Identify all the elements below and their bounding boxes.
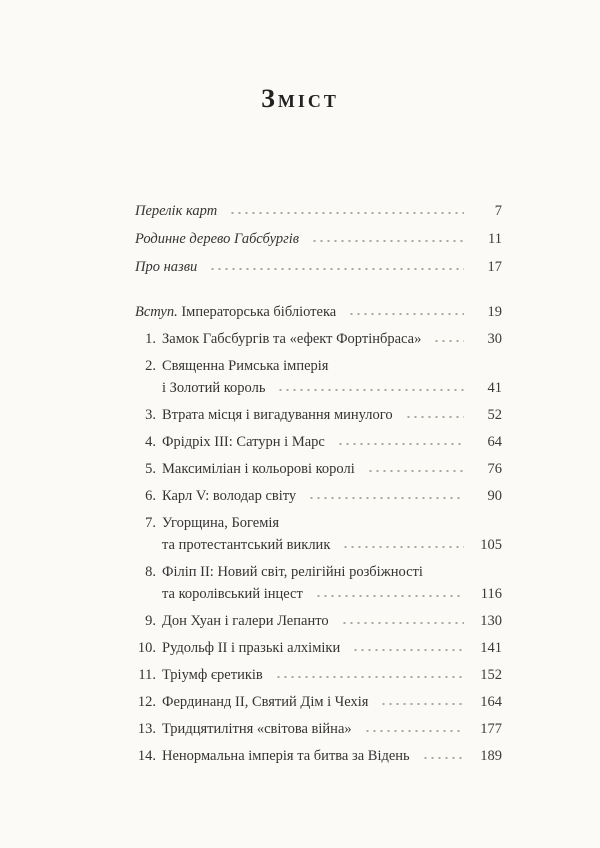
- page-number: 7: [494, 203, 502, 219]
- entry-body: [162, 512, 502, 556]
- entry-body: [162, 328, 502, 350]
- entry-body: [162, 431, 502, 453]
- entry-line: [162, 745, 502, 767]
- entry-line: [162, 377, 502, 399]
- entry-line: [162, 485, 502, 507]
- entry-line: [162, 458, 502, 480]
- toc-entry: [135, 485, 502, 507]
- entry-text: Тріумф єретиків: [162, 667, 263, 683]
- entry-text: Тридцятилітня «світова війна»: [162, 721, 352, 737]
- entry-text: Перелік карт: [135, 203, 218, 219]
- toc-entry: [135, 328, 502, 350]
- entry-text: Про назви: [135, 259, 198, 275]
- entry-line: [162, 512, 502, 534]
- entry-text: Замок Габсбургів та «ефект Фортінбраса»: [162, 331, 422, 347]
- entry-text: Втрата місця і вигадування минулого: [162, 407, 393, 423]
- entry-line: [162, 583, 502, 605]
- toc-entry: [135, 404, 502, 426]
- toc-entry: [135, 458, 502, 480]
- entry-text: Карл V: володар світу: [162, 488, 297, 504]
- page-title: Зміст: [261, 84, 339, 113]
- entry-line: [162, 355, 502, 377]
- entry-line: [135, 228, 502, 250]
- dot-leader: [341, 619, 464, 627]
- dot-leader: [308, 494, 464, 502]
- entry-line: [162, 691, 502, 713]
- entry-prefix: Вступ.: [135, 304, 182, 320]
- entry-text: Вступ. Імператорська бібліотека: [135, 304, 337, 320]
- toc-entry: [135, 431, 502, 453]
- page-number: 141: [480, 640, 502, 656]
- entry-body: [162, 637, 502, 659]
- entry-line: [162, 664, 502, 686]
- dot-leader: [229, 209, 464, 217]
- entry-text: Рудольф II і празькі алхіміки: [162, 640, 341, 656]
- entry-line: [162, 328, 502, 350]
- page-number: 130: [480, 613, 502, 629]
- page-number: 19: [487, 304, 502, 320]
- entry-line: [135, 301, 502, 323]
- entry-text: Ненормальна імперія та битва за Відень: [162, 748, 410, 764]
- toc-entry: [135, 355, 502, 399]
- dot-leader: [209, 265, 464, 273]
- entry-line: [162, 534, 502, 556]
- page-number: 41: [487, 380, 502, 396]
- entry-body: [162, 718, 502, 740]
- entry-line: [162, 404, 502, 426]
- chapter-number: 11.: [138, 667, 156, 683]
- page-number: 52: [487, 407, 502, 423]
- entry-line: [162, 610, 502, 632]
- dot-leader: [367, 467, 464, 475]
- page-number: 116: [480, 586, 502, 602]
- entry-text: та протестантський виклик: [162, 537, 331, 553]
- entry-body: [162, 458, 502, 480]
- dot-leader: [352, 646, 464, 654]
- entry-text: Дон Хуан і галери Лепанто: [162, 613, 329, 629]
- entry-body: [162, 664, 502, 686]
- toc-entry: [135, 512, 502, 556]
- dot-leader: [337, 440, 464, 448]
- chapter-number: 3.: [145, 407, 156, 423]
- entry-body: [135, 256, 502, 278]
- page-number: 164: [480, 694, 502, 710]
- entry-body: [135, 228, 502, 250]
- entry-body: [162, 745, 502, 767]
- chapter-number: 7.: [145, 515, 156, 531]
- page-number: 64: [487, 434, 502, 450]
- chapter-number: 12.: [137, 694, 156, 710]
- page-number: 17: [487, 259, 502, 275]
- dot-leader: [315, 592, 464, 600]
- page-number: 177: [480, 721, 502, 737]
- page-number: 152: [480, 667, 502, 683]
- page-number: 189: [480, 748, 502, 764]
- chapter-list: [135, 301, 502, 767]
- chapter-number: 5.: [145, 461, 156, 477]
- dot-leader: [422, 754, 464, 762]
- toc-entry: [135, 561, 502, 605]
- toc-entry: [135, 745, 502, 767]
- dot-leader: [348, 310, 464, 318]
- chapter-number: 1.: [145, 331, 156, 347]
- entry-line: [162, 431, 502, 453]
- page-number: 90: [487, 488, 502, 504]
- entry-text: Родинне дерево Габсбургів: [135, 231, 300, 247]
- dot-leader: [311, 237, 464, 245]
- entry-text: Священна Римська імперія: [162, 358, 329, 374]
- entry-body: [162, 404, 502, 426]
- entry-line: [162, 637, 502, 659]
- entry-line: [162, 718, 502, 740]
- toc-entry: [135, 200, 502, 222]
- toc-entry: [135, 301, 502, 323]
- chapter-number: 14.: [137, 748, 156, 764]
- chapter-number: 2.: [145, 358, 156, 374]
- dot-leader: [380, 700, 464, 708]
- page-number: 76: [487, 461, 502, 477]
- entry-body: [135, 200, 502, 222]
- dot-leader: [342, 543, 464, 551]
- dot-leader: [364, 727, 464, 735]
- entry-text: Фрідріх III: Сатурн і Марс: [162, 434, 325, 450]
- toc-entry: [135, 691, 502, 713]
- entry-text: Філіп II: Новий світ, релігійні розбіжності: [162, 564, 423, 580]
- entry-line: [162, 561, 502, 583]
- toc-entry: [135, 718, 502, 740]
- entry-body: [162, 691, 502, 713]
- entry-text: і Золотий король: [162, 380, 266, 396]
- dot-leader: [405, 413, 464, 421]
- toc-entry: [135, 664, 502, 686]
- dot-leader: [275, 673, 464, 681]
- entry-line: [135, 200, 502, 222]
- entry-text: та королівський інцест: [162, 586, 303, 602]
- chapter-number: 6.: [145, 488, 156, 504]
- entry-body: [162, 610, 502, 632]
- toc-entry: [135, 637, 502, 659]
- table-of-contents: [135, 200, 502, 767]
- page-number: 30: [487, 331, 502, 347]
- entry-body: [162, 485, 502, 507]
- entry-body: [162, 355, 502, 399]
- toc-entry: [135, 256, 502, 278]
- entry-body: [135, 301, 502, 323]
- toc-entry: [135, 610, 502, 632]
- dot-leader: [277, 386, 464, 394]
- entry-line: [135, 256, 502, 278]
- dot-leader: [433, 337, 464, 345]
- chapter-number: 9.: [145, 613, 156, 629]
- chapter-number: 10.: [137, 640, 156, 656]
- chapter-number: 4.: [145, 434, 156, 450]
- toc-entry: [135, 228, 502, 250]
- entry-body: [162, 561, 502, 605]
- chapter-number: 13.: [137, 721, 156, 737]
- entry-text: Максиміліан і кольорові королі: [162, 461, 355, 477]
- chapter-number: 8.: [145, 564, 156, 580]
- page-number: 11: [488, 231, 502, 247]
- page-number: 105: [480, 537, 502, 553]
- entry-text: Угорщина, Богемія: [162, 515, 280, 531]
- front-matter-list: [135, 200, 502, 278]
- entry-text: Фердинанд II, Святий Дім і Чехія: [162, 694, 369, 710]
